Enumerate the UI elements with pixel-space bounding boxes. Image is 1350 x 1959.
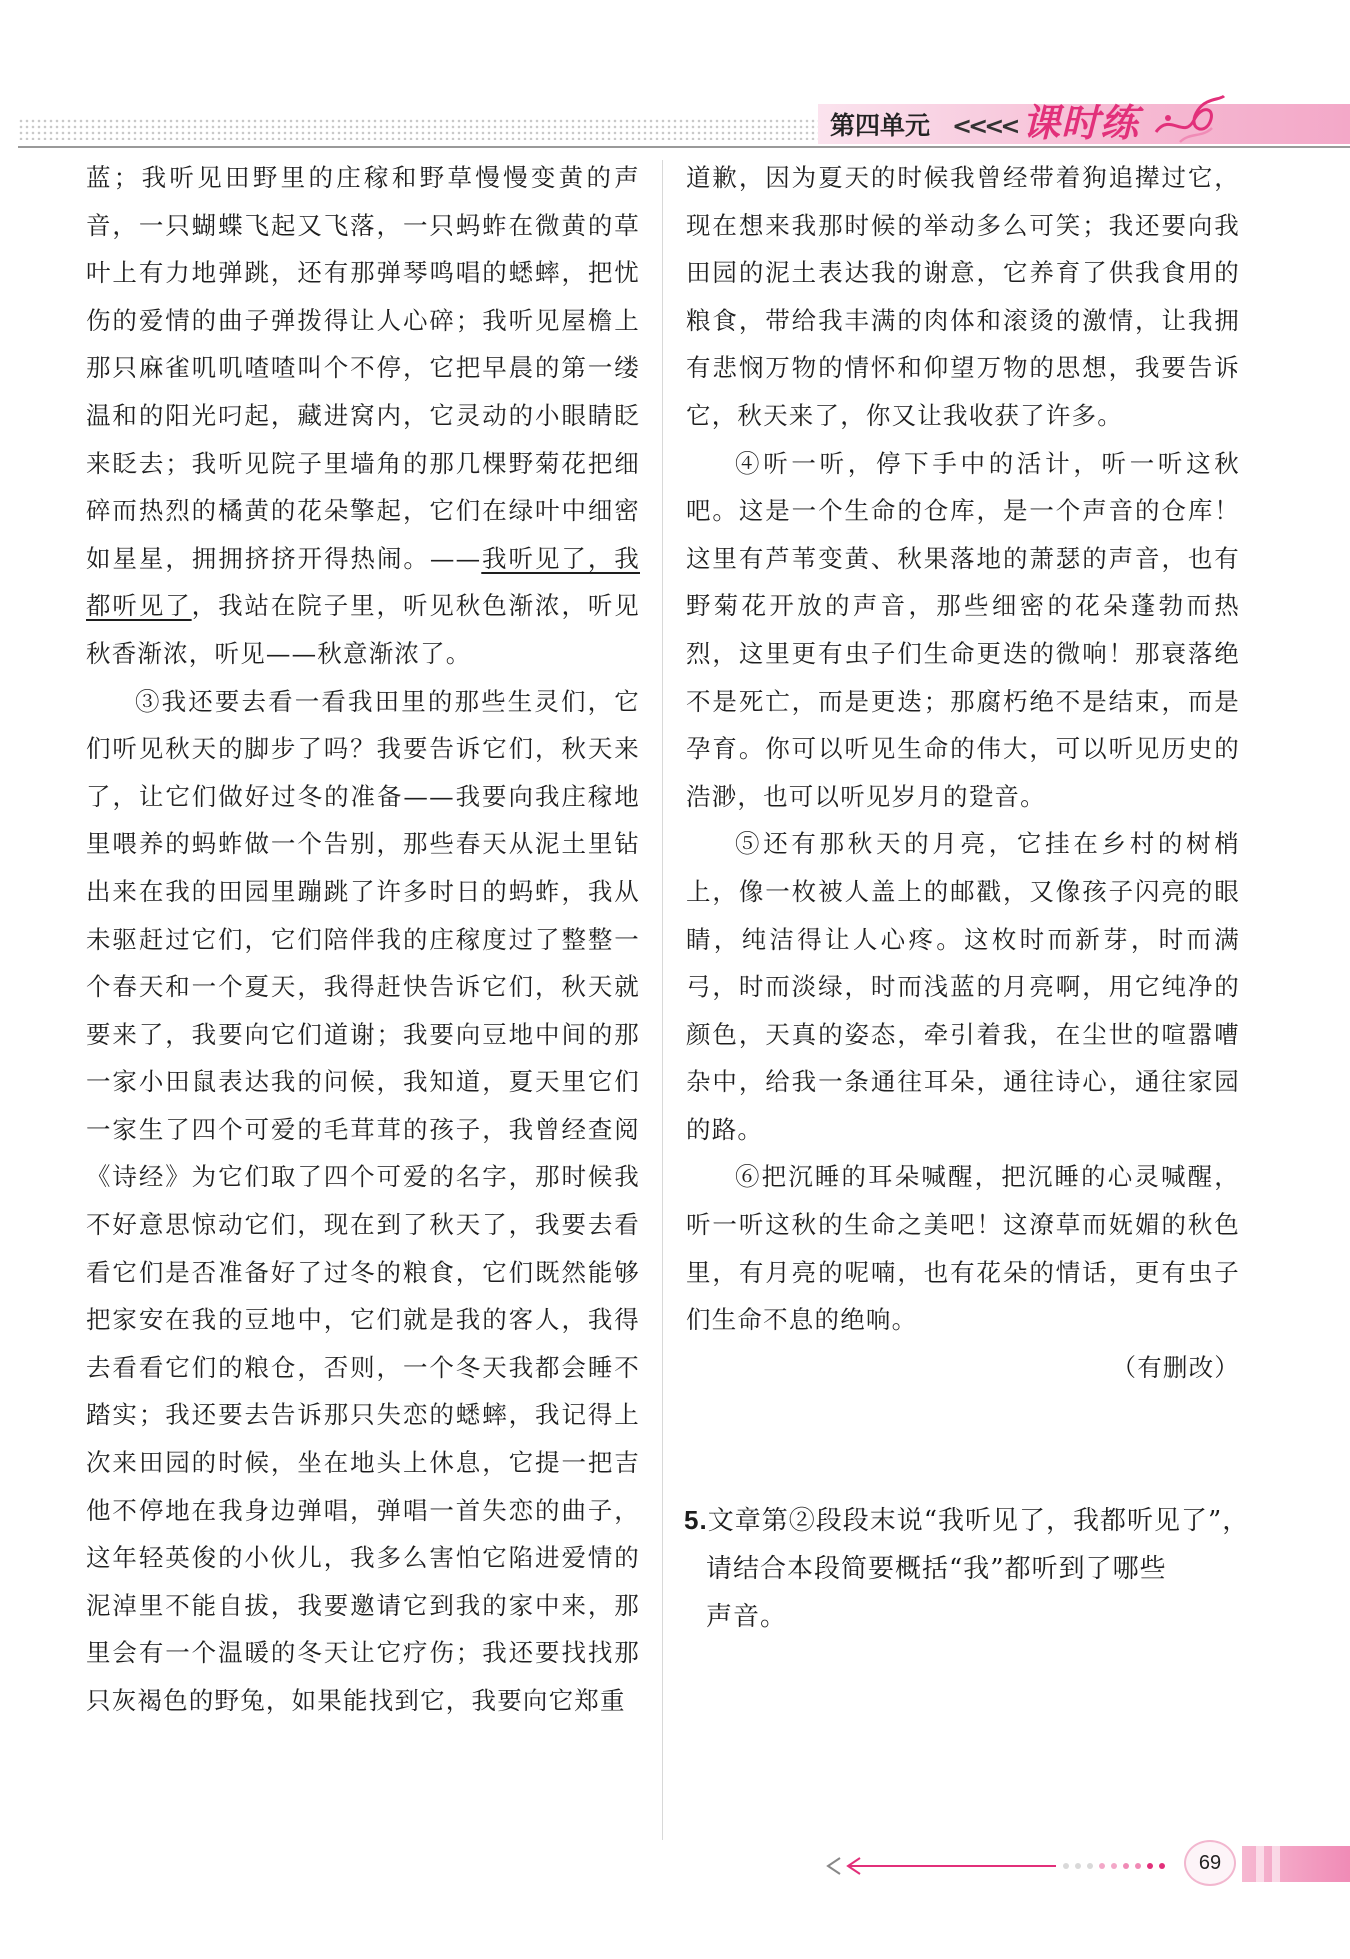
left-column (86, 154, 640, 1725)
question-line-3: 声音。 (706, 1602, 788, 1632)
paragraph-text: ，我站在院子里，听见秋色渐浓，听见秋香渐浓，听见——秋意渐浓了。 (86, 591, 640, 668)
paragraph-3-continued: 道歉，因为夏天的时候我曾经带着狗追撵过它，现在想来我那时候的举动多么可笑；我还要向我田园的泥土表达我的谢意，它养育了供我食用的粮食，带给我丰满的肉体和滚烫的激情，让我拥有悲悯万物的情怀和仰望万物的思想，我要告诉它，秋天来了，你又让我收获了许多。 (686, 163, 1240, 430)
question-5 (684, 1496, 1254, 1641)
paragraph-6: ⑥把沉睡的耳朵喊醒，把沉睡的心灵喊醒，听一听这秋的生命之美吧！这潦草而妩媚的秋色里，有月亮的呢喃，也有花朵的情话，更有虫子们生命不息的绝响。 (686, 1162, 1240, 1335)
right-column (686, 154, 1240, 1391)
question-line-2: 请结合本段简要概括“我”都听到了哪些 (706, 1554, 1167, 1584)
question-text: 文章第②段段末说“我听见了，我都听见了”， (707, 1506, 1250, 1536)
chevron-arrows-icon: <<<< (952, 112, 1017, 140)
header-dot-pattern (18, 118, 818, 140)
header-rule (18, 146, 1350, 148)
brand-title: 课时练 (1022, 101, 1140, 145)
paragraph-2-continued (86, 154, 640, 678)
question-number: 5. (684, 1505, 708, 1535)
paragraph-3: ③我还要去看一看我田里的那些生灵们，它们听见秋天的脚步了吗？我要告诉它们，秋天来了，让它们做好过冬的准备——我要向我庄稼地里喂养的蚂蚱做一个告别，那些春天从泥土里钻出来在我的田园里蹦跳了许多时日的蚂蚱，我从未驱赶过它们，它们陪伴我的庄稼度过了整整一个春天和一个夏天，我得赶快告诉它们，秋天就要来了，我要向它们道谢；我要向豆地中间的那一家小田鼠表达我的问候，我知道，夏天里它们一家生了四个可爱的毛茸茸的孩子，我曾经查阅《诗经》为它们取了四个可爱的名字，那时候我不好意思惊动它们，现在到了秋天了，我要去看看它们是否准备好了过冬的粮食，它们既然能够把家安在我的豆地中，它们就是我的客人，我得去看看它们的粮仓，否则，一个冬天我都会睡不踏实；我还要去告诉那只失恋的蟋蟀，我记得上次来田园的时候，坐在地头上休息，它提一把吉他不停地在我身边弹唱，弹唱一首失恋的曲子，这年轻英俊的小伙儿，我多么害怕它陷进爱情的泥淖里不能自拔，我要邀请它到我的家中来，那里会有一个温暖的冬天让它疗伤；我还要找找那只灰褐色的野兔，如果能找到它，我要向它郑重 (86, 686, 640, 1715)
paragraph-5: ⑤还有那秋天的月亮，它挂在乡村的树梢上，像一枚被人盖上的邮戳，又像孩子闪亮的眼睛，纯洁得让人心疼。这枚时而新芽，时而满弓，时而淡绿，时而浅蓝的月亮啊，用它纯净的颜色，天真的姿态，牵引着我，在尘世的喧嚣嘈杂中，给我一条通往耳朵，通往诗心，通往家园的路。 (686, 829, 1240, 1144)
footer-arrow-icon (826, 1854, 1182, 1882)
footer-pink-band (1242, 1846, 1350, 1882)
band-stripe (1256, 1846, 1264, 1882)
ribbon-flourish-icon (1150, 92, 1230, 152)
column-divider (662, 160, 663, 1840)
page-number: 69 (1184, 1840, 1236, 1886)
underlined-sentence: 我听见了，我都听见了 (86, 543, 640, 621)
unit-title: 第四单元 (830, 111, 931, 140)
paragraph-4: ④听一听，停下手中的活计，听一听这秋吧。这是一个生命的仓库，是一个声音的仓库！这里有芦苇变黄、秋果落地的萧瑟的声音，也有野菊花开放的声音，那些细密的花朵蓬勃而热烈，这里更有虫子们生命更迭的微响！那衰落绝不是死亡，而是更迭；那腐朽绝不是结束，而是孕育。你可以听见生命的伟大，可以听见历史的浩渺，也可以听见岁月的跫音。 (686, 448, 1240, 811)
paragraph-text: 蓝；我听见田野里的庄稼和野草慢慢变黄的声音，一只蝴蝶飞起又飞落，一只蚂蚱在微黄的草叶上有力地弹跳，还有那弹琴鸣唱的蟋蟀，把忧伤的爱情的曲子弹拨得让人心碎；我听见屋檐上那只麻雀叽叽喳喳叫个不停，它把早晨的第一缕温和的阳光叼起，藏进窝内，它灵动的小眼睛眨来眨去；我听见院子里墙角的那几棵野菊花把细碎而热烈的橘黄的花朵擎起，它们在绿叶中细密如星星，拥拥挤挤开得热闹。—— (86, 163, 640, 573)
source-note: （有删改） (1111, 1352, 1240, 1382)
question-line-1 (684, 1496, 1254, 1545)
band-stripe (1272, 1846, 1280, 1882)
